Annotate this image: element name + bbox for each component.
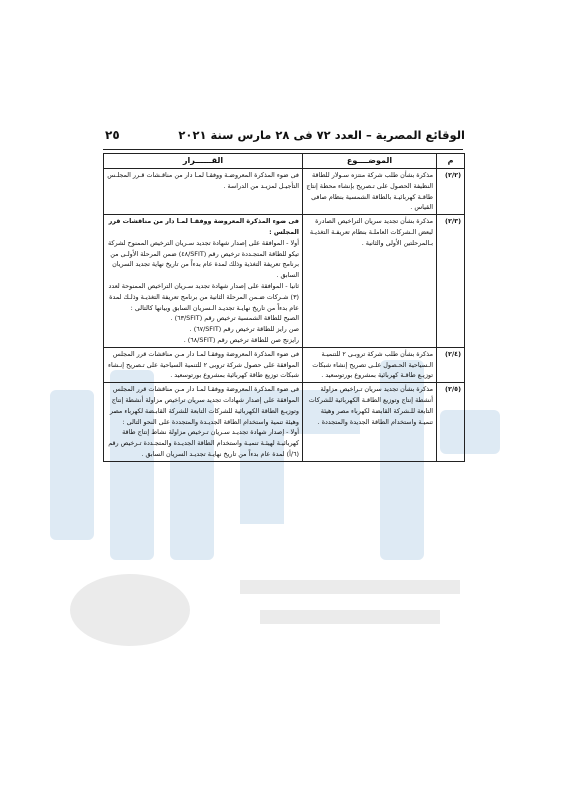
row-decision — [104, 383, 303, 462]
decision-paragraph: فى ضوء المذكرة المعروضة ووفقـا لمـا دار مـن مناقشات قرر المجلس الموافقة على حصول شركة تروبى ٢ للتنمية السياحية على تـصريح إنـشاء شبكات توزيع طاقة كهربائية بمشروع بورتوسعيد . — [107, 349, 299, 380]
row-subject: مذكرة بشأن طلب شركة تروبـى ٢ للتنميـة الـسياحية الحـصول علـى تصريح إنشاء شبكات توزيـع طاقـة كهربائية بمشروع بورتوسعيد . — [303, 347, 437, 382]
column-header-number: م — [437, 154, 465, 169]
decision-paragraph: أولا - الموافقة على إصدار شهادة تجديد سـريان الترخيص الممنوح لشركة تيكو للطاقة المتجـددة ترخيص رقم (SFIT/٤٨) ضمن المرحلة الأولـى من برنامج تعريفة التغذية وذلك لمدة عام بدءاً من تاريخ نهاية تجديد السريان السابق . — [107, 238, 299, 280]
decision-paragraph: فى ضوء المذكرة المعروضة ووفقـا لمـا دار من مناقشات قرر المجلس : — [108, 217, 299, 236]
row-decision — [104, 169, 303, 215]
row-subject: مذكرة بشأن تجديد سريان تـراخيص مزاولة أنشطة إنتاج وتوزيع الطاقـة الكهربائية للشركات التابعة للـشركة القابضة لكهرباء مصر وهيئة تنميـة واستخدام الطاقة الجديدة والمتجددة . — [303, 383, 437, 462]
decision-paragraph: فى ضوء المذكرة المعروضـة ووفقـا لمـا دار من مناقـشات قـرر المجلـس التأجيـل لمزيـد من الدراسة . — [107, 171, 299, 190]
row-decision — [104, 215, 303, 348]
row-decision — [104, 347, 303, 382]
decision-paragraph: أولا - إصدار شهادة تجديـد سـريان تـرخيص مزاولة نشاط إنتاج طاقة كهربائيـة لهيئـة تنميـة واستخدام الطاقة الجديـدة والمتجـددة تـرخيص رقم (٦/أ) لمدة عام بدءاً من تاريخ نهايـة تجديـد السريان السابق . — [108, 428, 299, 458]
decision-paragraph: صن رايز للطاقة ترخيص رقم (SFIT/٦٧) . — [189, 325, 299, 334]
row-subject: مذكرة بشأن طلب شركة منتزه سـولار للطاقة النظيفة الحصول على تـصريح بإنشاء محطة إنتاج طاقـة كهربائيـة بالطاقة الشمسية بنظام صافى القياس . — [303, 169, 437, 215]
header-rule — [103, 149, 463, 150]
table-row — [104, 383, 465, 462]
row-number: (٢/٢) — [437, 169, 465, 215]
decision-paragraph: ثانيا - الموافقة على إصدار شهادة تجديد سـريان التراخيص الممنوحة لعدد (٣) شـركات ضـمن المرحلة الثانية من برنامج تعريفة التغذيـة وذلـك لمدة عام بدءاً من تاريخ نهايـة تجديـد الـسريان السابق وبيانها كالتالى : — [108, 281, 299, 312]
row-subject: مذكرة بشأن تجديد سريان التراخيص الصادرة لبعض الـشركات العاملـة بنظام تعريفـة التغذيـة بـالمرحلتين الأولى والثانية . — [303, 215, 437, 348]
row-number: (٢/٣) — [437, 215, 465, 348]
table-row — [104, 215, 465, 348]
decision-paragraph: رايزنج صن للطاقة ترخيص رقم (SFIT/٦٨) . — [183, 335, 299, 344]
column-header-subject: الموضــــوع — [303, 154, 437, 169]
decision-paragraph: الصبح للطاقة الشمسية ترخيص رقم (SFIT/٦٣) . — [170, 314, 299, 323]
decisions-table — [103, 153, 465, 462]
page-number: ٢٥ — [105, 128, 120, 142]
table-row — [104, 347, 465, 382]
decision-paragraph: فى ضوء المذكرة المعروضة ووفقـا لمـا دار مـن مناقشات قرر المجلس الموافقة على إصدار شهادات تجديد سريان تراخيص مزاولة أنشطة إنتاج وتوزيـع الطاقة الكهربائية للشركات التابعة للشركة القابـضة لكهرباء مصر وهيئة تنمية واستخدام الطاقة الجديـدة والمتجددة على النحو التالى : — [109, 385, 299, 426]
row-number: (٢/٤) — [437, 347, 465, 382]
column-header-decision: القــــــرار — [104, 154, 303, 169]
publication-title: الوقائع المصرية – العدد ٧٢ فى ٢٨ مارس سنة ٢٠٢١ — [178, 128, 465, 142]
row-number: (٢/٥) — [437, 383, 465, 462]
table-header-row — [104, 154, 465, 169]
table-row — [104, 169, 465, 215]
page-header — [105, 128, 465, 144]
